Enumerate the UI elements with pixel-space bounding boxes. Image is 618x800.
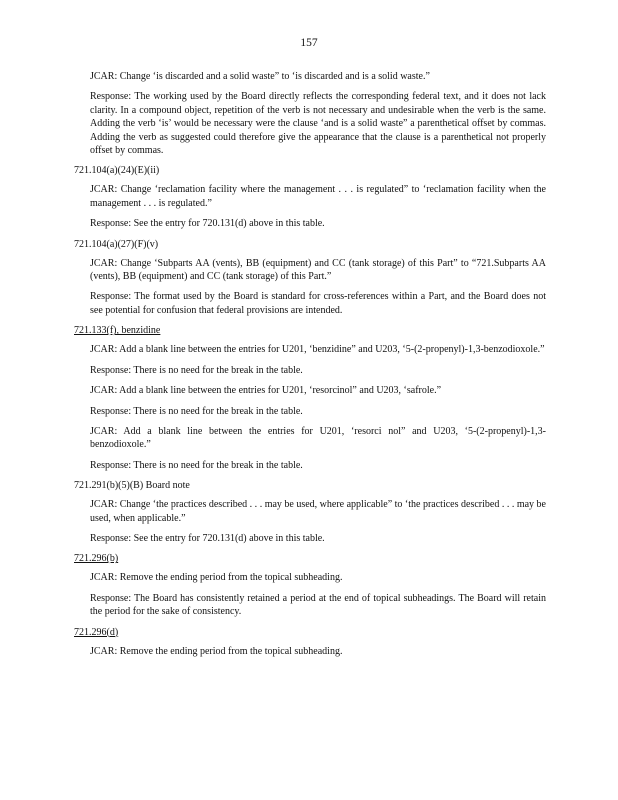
page-number: 157 — [300, 37, 318, 49]
section-heading-text: 721.104(a)(27)(F)(v) — [74, 238, 159, 250]
section-heading-text: 721.291(b)(5)(B) Board note — [74, 480, 190, 492]
section-heading — [74, 164, 546, 177]
comment-paragraph: JCAR: Change ‘reclamation facility where the management . . . is regulated” to ‘reclamation facility when the management . . . is regulated.” — [90, 184, 546, 209]
comment-paragraph: JCAR: Change ‘is discarded and a solid waste” to ‘is discarded and is a solid waste.” — [90, 71, 430, 82]
comment-paragraph: Response: There is no need for the break in the table. — [90, 364, 303, 376]
section-heading — [74, 238, 546, 251]
section-heading — [74, 479, 546, 492]
section-heading-text: 721.296(b) — [74, 553, 119, 565]
comment-paragraph: JCAR: Add a blank line between the entries for U201, ‘benzidine” and U203, ‘5-(2-propenyl)-1,3-benzodioxole.” — [90, 344, 545, 356]
comment-paragraph: JCAR: Remove the ending period from the topical subheading. — [90, 572, 343, 584]
comment-paragraph: JCAR: Add a blank line between the entries for U201, ‘resorcinol” and U203, ‘safrole.” — [90, 385, 442, 397]
comment-paragraph: JCAR: Change ‘the practices described . . . may be used, where applicable” to ‘the practices described . . . may be used, when applicable.” — [90, 499, 546, 524]
comment-paragraph: JCAR: Change ‘Subparts AA (vents), BB (equipment) and CC (tank storage) of this Part” to “721.Subparts AA (vents), BB (equipment) and CC (tank storage) of this Part.” — [90, 257, 546, 283]
section-heading-text: 721.104(a)(24)(E)(ii) — [74, 165, 160, 177]
section-heading-text: 721.296(d) — [74, 626, 119, 638]
comment-paragraph: Response: The format used by the Board is standard for cross-references within a Part, and the Board does not see potential for confusion that federal provisions are intended. — [90, 291, 546, 316]
section-heading — [74, 626, 546, 639]
comment-paragraph: JCAR: Add a blank line between the entries for U201, ‘resorci nol” and U203, ‘5-(2-propenyl)-1,3-benzodioxole.” — [90, 425, 546, 451]
section-heading-text: 721.133(f), benzidine — [74, 325, 161, 337]
comment-paragraph: Response: The working used by the Board directly reflects the corresponding federal text, and it does not lack clarity. In a compound object, repetition of the verb is not necessary and undesirable when the verb is the same. Adding the verb ‘is’ would be necessary were the clause ‘and is a solid waste” a parenthetical offset by commas. Adding the verb as suggested could therefore give the appearance that the clause is a parenthetical not properly offset by commas. — [90, 91, 546, 157]
comment-paragraph: Response: There is no need for the break in the table. — [90, 405, 303, 417]
comment-paragraph: Response: There is no need for the break in the table. — [90, 459, 303, 471]
section-heading — [74, 324, 546, 337]
comment-paragraph: JCAR: Remove the ending period from the topical subheading. — [90, 645, 343, 657]
section-heading — [74, 552, 546, 565]
comment-paragraph: Response: See the entry for 720.131(d) above in this table. — [90, 218, 325, 230]
comment-response-list — [74, 70, 546, 665]
comment-paragraph: Response: The Board has consistently retained a period at the end of topical subheadings. The Board will retain the period for the sake of consistency. — [90, 592, 546, 618]
comment-paragraph: Response: See the entry for 720.131(d) above in this table. — [90, 532, 325, 544]
